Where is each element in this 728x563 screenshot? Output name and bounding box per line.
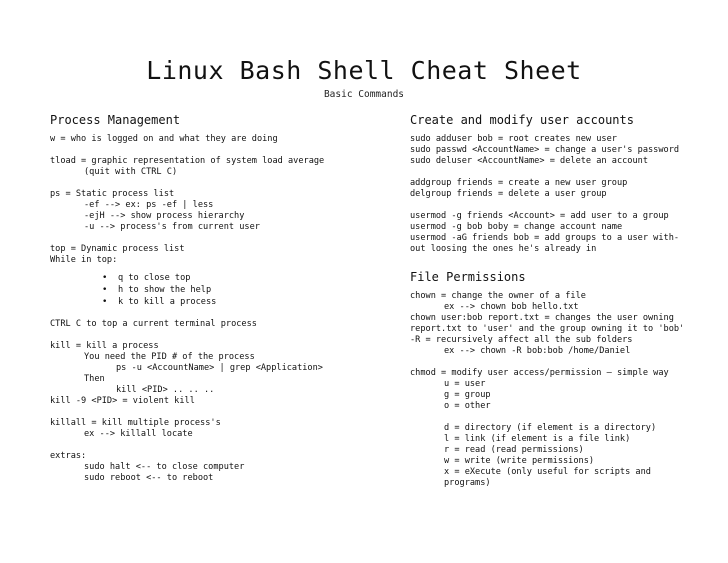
chmod-type: w = write (write permissions) [444,456,595,466]
process-management-heading: Process Management [50,113,181,127]
top-bullet: • h to show the help [50,284,390,296]
chmod-type: d = directory (if element is a directory) [444,423,657,433]
left-column [50,112,390,484]
reboot-line: sudo reboot <-- to reboot [84,473,214,483]
usermod-line: usermod -g friends <Account> = add user to a group [410,211,669,221]
tload-line: tload = graphic representation of system load average [50,156,325,166]
chown-recursive-example: ex --> chown -R bob:bob /home/Daniel [444,346,631,356]
kill9-line: kill -9 <PID> = violent kill [50,396,195,406]
then-label: Then [84,374,105,384]
file-permissions-heading: File Permissions [410,270,526,284]
right-column [410,112,710,489]
tload-sub: (quit with CTRL C) [84,167,178,177]
ctrl-c-line: CTRL C to top a current terminal process [50,319,257,329]
chown-recursive-line: -R = recursively affect all the sub folders [410,335,633,345]
killall-example: ex --> killall locate [84,429,193,439]
top-bullet: • q to close top [50,272,390,284]
chmod-option: o = other [444,401,491,411]
chown-user-line: chown user:bob report.txt = changes the user owning [410,313,674,323]
passwd-line: sudo passwd <AccountName> = change a user's password [410,145,680,155]
accounts-heading: Create and modify user accounts [410,113,634,127]
chmod-line: chmod = modify user access/permission – simple way [410,368,669,378]
page-subtitle: Basic Commands [323,89,405,100]
extras-label: extras: [50,451,87,461]
addgroup-line: addgroup friends = create a new user group [410,178,628,188]
ps-option: -ejH --> show process hierarchy [84,211,245,221]
while-in-top: While in top: [50,255,118,265]
kill-pid-note: You need the PID # of the process [84,352,255,362]
page-title: Linux Bash Shell Cheat Sheet [146,56,582,85]
kill-line: kill = kill a process [50,341,159,351]
usermod-line: usermod -g bob boby = change account name [410,222,623,232]
chown-line: chown = change the owner of a file [410,291,586,301]
killall-line: killall = kill multiple process's [50,418,221,428]
deluser-line: sudo deluser <AccountName> = delete an account [410,156,648,166]
delgroup-line: delgroup friends = delete a user group [410,189,607,199]
kill-command: kill <PID> .. .. .. [116,385,215,395]
usermod-line: usermod -aG friends bob = add groups to a user with- [410,233,680,243]
chmod-type: x = eXecute (only useful for scripts and [444,467,651,477]
ps-line: ps = Static process list [50,189,175,199]
usermod-line: out loosing the ones he's already in [410,244,597,254]
chmod-type: l = link (if element is a file link) [444,434,631,444]
ps-option: -ef --> ex: ps -ef | less [84,200,214,210]
chown-example: ex --> chown bob hello.txt [444,302,579,312]
chmod-option: u = user [444,379,486,389]
ps-option: -u --> process's from current user [84,222,260,232]
w-line: w = who is logged on and what they are doing [50,134,278,144]
chmod-option: g = group [444,390,491,400]
chmod-type: r = read (read permissions) [444,445,584,455]
adduser-line: sudo adduser bob = root creates new user [410,134,617,144]
chown-user-line: report.txt to 'user' and the group owning it to 'bob' [410,324,685,334]
halt-line: sudo halt <-- to close computer [84,462,245,472]
chmod-type: programs) [444,478,491,488]
top-line: top = Dynamic process list [50,244,185,254]
top-bullet: • k to kill a process [50,296,390,308]
kill-ps-command: ps -u <AccountName> | grep <Application> [116,363,323,373]
